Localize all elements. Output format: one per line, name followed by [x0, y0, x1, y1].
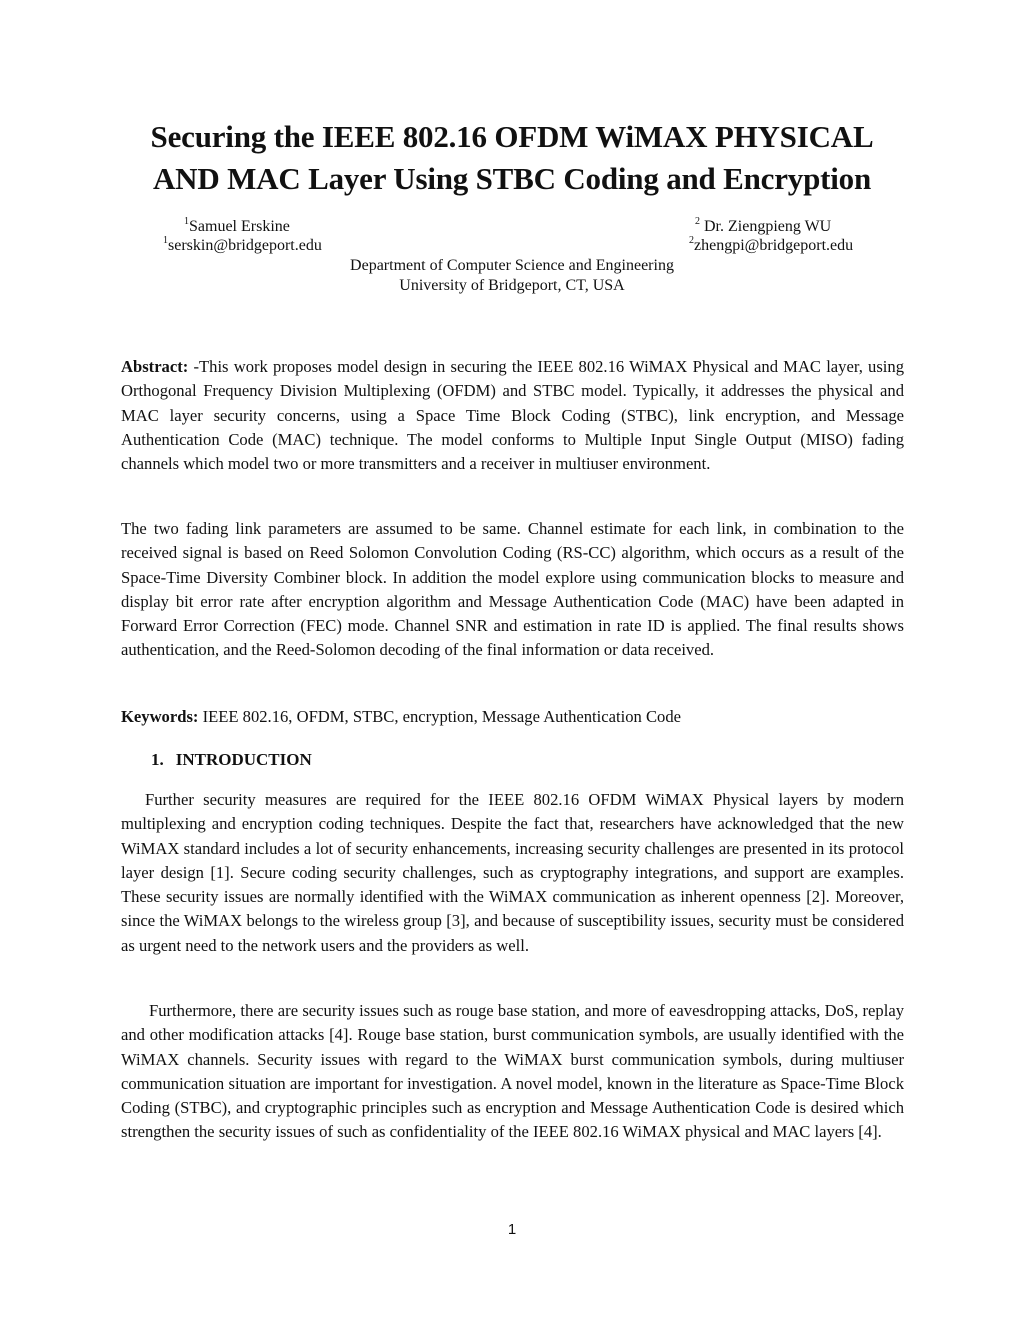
section-heading-introduction: [151, 748, 312, 772]
author-2-email: [689, 236, 853, 256]
affiliation-department: Department of Computer Science and Engineering: [350, 257, 674, 274]
author-2-email-text: zhengpi@bridgeport.edu: [694, 237, 854, 254]
author-1-name-text: Samuel Erskine: [189, 218, 290, 235]
author-1-email-text: serskin@bridgeport.edu: [168, 237, 322, 254]
section-heading-text: INTRODUCTION: [175, 750, 312, 769]
paper-title-line-1: Securing the IEEE 802.16 OFDM WiMAX PHYSICAL: [150, 119, 874, 154]
keywords-label: Keywords:: [121, 707, 199, 726]
author-2-name: [695, 217, 831, 237]
abstract-paragraph-2: The two fading link parameters are assumed to be same. Channel estimate for each link, in combination to the received signal is based on Reed Solomon Convolution Coding (RS-CC) algorithm, which occurs as a result of the Space-Time Diversity Combiner block. In addition the model explore using communication blocks to measure and display bit error rate after encryption algorithm and Message Authentication Code (MAC) have been adapted in Forward Error Correction (FEC) mode. Channel SNR and estimation in rate ID is applied. The final results shows authentication, and the Reed-Solomon decoding of the final information or data received.: [121, 519, 904, 660]
author-2-email-superscript: 2: [689, 235, 694, 246]
author-1-email-superscript: 1: [163, 235, 168, 246]
author-1-superscript: 1: [184, 216, 189, 227]
author-2-superscript: 2: [695, 216, 700, 227]
author-1-name: [184, 217, 290, 237]
keywords-paragraph: [121, 705, 904, 729]
paper-title-line-2: AND MAC Layer Using STBC Coding and Encryption: [153, 161, 871, 196]
introduction-paragraph-2: Furthermore, there are security issues such as rouge base station, and more of eavesdropping attacks, DoS, replay and other modification attacks [4]. Rouge base station, burst communication symbols, are usually identified with the WiMAX channels. Security issues with regard to the WiMAX burst communication symbols, during multiuser communication situation are important for investigation. A novel model, known in the literature as Space-Time Block Coding (STBC), and cryptographic principles such as encryption and Message Authentication Code is desired which strengthen the security issues of such as confidentiality of the IEEE 802.16 WiMAX physical and MAC layers [4].: [121, 1001, 904, 1142]
abstract-text: -This work proposes model design in securing the IEEE 802.16 WiMAX Physical and MAC layer, using Orthogonal Frequency Division Multiplexing (OFDM) and STBC model. Typically, it addresses the physical and MAC layer security concerns, using a Space Time Block Coding (STBC), link encryption, and Message Authentication Code (MAC) technique. The model conforms to Multiple Input Single Output (MISO) fading channels which model two or more transmitters and a receiver in multiuser environment.: [121, 357, 904, 474]
abstract-label: Abstract:: [121, 357, 189, 376]
author-2-name-text: Dr. Ziengpieng WU: [700, 218, 832, 235]
affiliation-university: University of Bridgeport, CT, USA: [399, 277, 625, 294]
introduction-paragraph-1: Further security measures are required for the IEEE 802.16 OFDM WiMAX Physical layers by modern multiplexing and encryption coding techniques. Despite the fact that, researchers have acknowledged that the new WiMAX standard includes a lot of security enhancements, increasing security challenges are presented in its protocol layer design [1]. Secure coding security challenges, such as cryptography integrations, and support are examples. These security issues are normally identified with the WiMAX communication as inherent openness [2]. Moreover, since the WiMAX belongs to the wireless group [3], and because of susceptibility issues, security must be considered as urgent need to the network users and the providers as well.: [121, 790, 904, 955]
author-1-email: [163, 236, 322, 256]
abstract-paragraph: [121, 355, 904, 476]
page-number: 1: [507, 1221, 517, 1238]
section-number: 1.: [151, 750, 164, 769]
keywords-text: IEEE 802.16, OFDM, STBC, encryption, Message Authentication Code: [198, 707, 681, 726]
